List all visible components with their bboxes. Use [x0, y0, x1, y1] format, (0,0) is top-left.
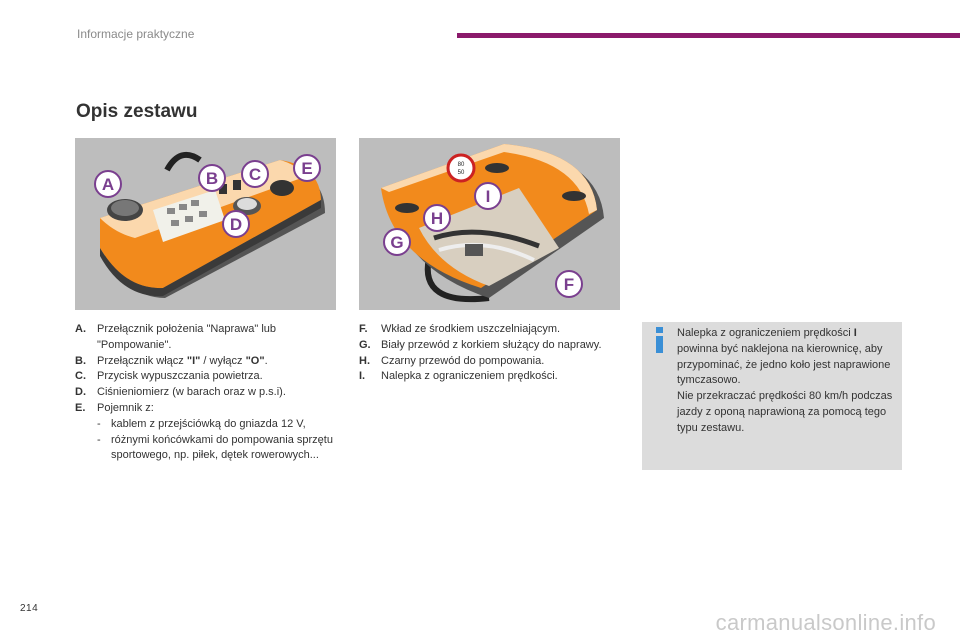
list-key: E. [75, 401, 86, 414]
list-text [97, 354, 335, 370]
figure-label-f: F [563, 275, 575, 294]
list-text: Przycisk wypuszczania powietrza. [97, 370, 263, 383]
page-number: 214 [20, 603, 39, 614]
list-subtext: różnymi końcówkami do pompowania sprzętu sportowego, np. piłek, dętek rowerowych... [111, 433, 333, 462]
list-text: Wkład ze środkiem uszczelniającym. [381, 323, 561, 335]
list-item [75, 385, 335, 401]
list-item [359, 322, 621, 338]
list-text: Biały przewód z korkiem służący do naprawy. [381, 338, 602, 351]
list-key: H. [359, 354, 370, 367]
list-subitem [97, 433, 335, 465]
compressor-kit-figure [75, 138, 336, 310]
list-text-bold: "O" [245, 354, 265, 367]
figure-label-c: C [248, 165, 262, 184]
list-key: D. [75, 386, 86, 399]
list-item [75, 354, 335, 370]
component-list-right [359, 322, 621, 385]
list-item [75, 401, 335, 417]
speed-sign-top: 80 [457, 162, 465, 168]
list-key: C. [75, 370, 86, 383]
list-item [359, 354, 621, 370]
figure-label-g: G [390, 233, 404, 252]
list-key: F. [359, 323, 368, 335]
component-list-left [75, 322, 335, 464]
list-text-bold: "I" [186, 354, 201, 367]
figure-label-i: I [485, 187, 491, 206]
info-text [677, 326, 895, 437]
list-subitem [97, 417, 335, 433]
list-text-part: . [264, 354, 268, 367]
kit-underside-figure [359, 138, 620, 310]
list-key: G. [359, 338, 371, 351]
info-paragraph [677, 326, 895, 389]
compressor-illustration [75, 138, 336, 310]
list-subtext: kablem z przejściówką do gniazda 12 V, [111, 417, 306, 430]
list-text: Pojemnik z: [97, 401, 154, 414]
speed-sign-bottom: 50 [457, 170, 465, 176]
info-icon [654, 327, 666, 353]
list-key: B. [75, 354, 86, 367]
section-title: Opis zestawu [76, 101, 198, 122]
kit-underside-illustration [359, 138, 620, 310]
list-dash: - [97, 417, 101, 430]
list-dash: - [97, 433, 101, 446]
info-paragraph: Nie przekraczać prędkości 80 km/h podczas jazdy z oponą naprawioną za pomocą tego typu zestawu. [677, 390, 893, 434]
list-text-part: / wyłącz [200, 354, 246, 367]
list-item [359, 338, 621, 354]
info-text-part: Nalepka z ograniczeniem prędkości [677, 327, 854, 339]
list-text: Ciśnieniomierz (w barach oraz w p.s.i). [97, 386, 286, 399]
info-text-part: powinna być naklejona na kierownicę, aby przypominać, że jedno koło jest naprawione tymczasowo. [677, 342, 891, 387]
list-text: Czarny przewód do pompowania. [381, 354, 545, 367]
list-text: Przełącznik położenia "Naprawa" lub "Pompowanie". [97, 323, 277, 351]
list-item [75, 322, 335, 354]
figure-label-b: B [205, 169, 219, 188]
header-title: Informacje praktyczne [77, 27, 195, 41]
figure-label-d: D [229, 215, 243, 234]
list-key: I. [359, 370, 366, 383]
list-key: A. [75, 323, 86, 335]
figure-label-h: H [430, 209, 444, 228]
figure-label-e: E [301, 159, 313, 178]
watermark: carmanualsonline.info [715, 610, 936, 635]
info-box [642, 322, 902, 470]
list-text: Nalepka z ograniczeniem prędkości. [381, 370, 558, 383]
figure-label-a: A [101, 175, 115, 194]
list-item [359, 369, 621, 385]
list-item [75, 369, 335, 385]
list-text-part: Przełącznik włącz [97, 354, 187, 367]
info-text-bold: I [853, 327, 857, 339]
header-accent-bar [457, 33, 960, 38]
